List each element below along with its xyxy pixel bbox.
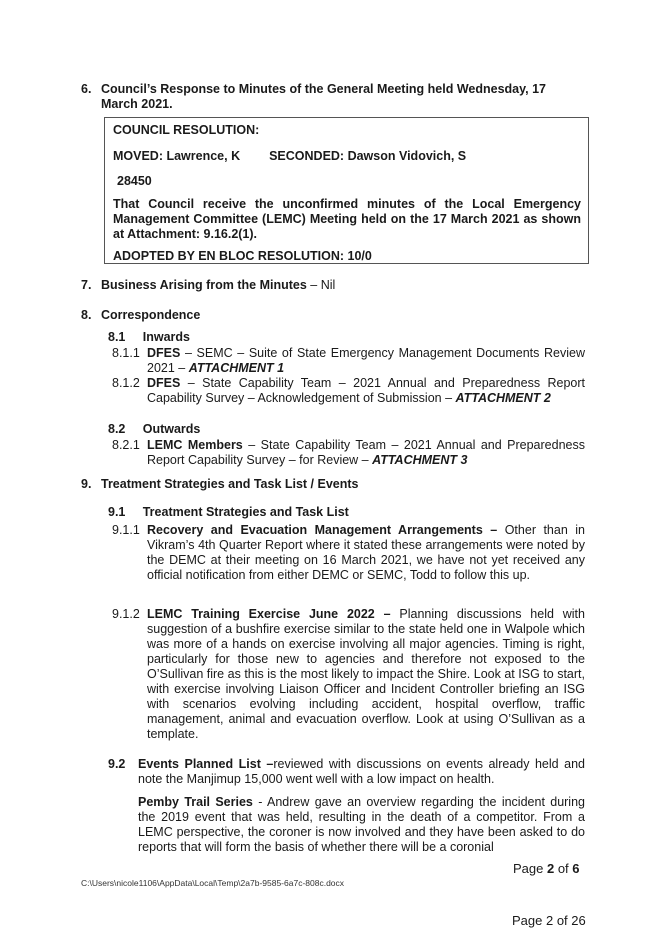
item-7-heading-line [101, 278, 335, 293]
council-resolution-box [104, 117, 589, 264]
item-9-heading: Treatment Strategies and Task List / Events [101, 477, 359, 491]
item-8-2-1-text: LEMC Members – State Capability Team – 2021 Annual and Preparedness Report Capability Survey – for Review – ATTACHMENT 3 [147, 438, 585, 467]
item-8-heading: Correspondence [101, 308, 201, 322]
item-9-number: 9. [81, 477, 92, 491]
item-7-heading: Business Arising from the Minutes [101, 278, 307, 292]
resolution-title: COUNCIL RESOLUTION: [113, 123, 260, 137]
attachment-2-label: ATTACHMENT 2 [455, 391, 551, 405]
page-number-inner: Page 2 of 6 [513, 861, 580, 876]
item-8-number: 8. [81, 308, 92, 322]
item-9-1-1-text: Recovery and Evacuation Management Arrangements – Other than in Vikram’s 4th Quarter Report where it stated these arrangements were noted by the DEMC at their meeting on 16 March 2021, we have not yet received any official notification from either DEMC or SEMC, Todd to follow this up. [147, 523, 585, 582]
item-8-1-1-text: DFES – SEMC – Suite of State Emergency Management Documents Review 2021 – ATTACHMENT 1 [147, 346, 585, 375]
attachment-3-label: ATTACHMENT 3 [372, 453, 468, 467]
item-9-2-text: Events Planned List –reviewed with discussions on events already held and note the Manjimup 15,000 went well with a low impact on health. [138, 757, 585, 786]
resolution-text: That Council receive the unconfirmed minutes of the Local Emergency Management Committee (LEMC) Meeting held on the 17 March 2021 as shown at Attachment: 9.16.2(1). [113, 197, 581, 241]
resolution-moved-seconded [113, 149, 581, 164]
item-7-rest: – Nil [306, 278, 336, 292]
pemby-trail-paragraph: Pemby Trail Series - Andrew gave an overview regarding the incident during the 2019 event that was held, resulting in the death of a competitor. From a LEMC perspective, the coroner is now involved and they have been asked to do reports that will form the basis of whether there will be a coronial [138, 795, 585, 854]
item-9-1-1-number: 9.1.1 [112, 523, 140, 537]
outwards-heading: 8.2 Outwards [108, 422, 201, 436]
item-7-number: 7. [81, 278, 92, 292]
item-6-number: 6. [81, 82, 92, 96]
resolution-seconded: SECONDED: Dawson Vidovich, S [269, 149, 467, 163]
item-9-2-number: 9.2 [108, 757, 126, 771]
item-6-heading: Council’s Response to Minutes of the General Meeting held Wednesday, 17 March 2021. [101, 82, 546, 111]
resolution-moved: MOVED: Lawrence, K [113, 149, 241, 163]
item-9-1-2-number: 9.1.2 [112, 607, 140, 621]
attachment-1-label: ATTACHMENT 1 [188, 361, 285, 375]
document-path: C:\Users\nicole1106\AppData\Local\Temp\2a7b-9585-6a7c-808c.docx [81, 878, 345, 888]
resolution-adopted: ADOPTED BY EN BLOC RESOLUTION: 10/0 [113, 249, 372, 263]
item-8-1-2-text: DFES – State Capability Team – 2021 Annual and Preparedness Report Capability Survey – Acknowledgement of Submission – ATTACHMENT 2 [147, 376, 585, 405]
item-8-2-1-number: 8.2.1 [112, 438, 140, 452]
item-8-1-2-number: 8.1.2 [112, 376, 140, 390]
item-9-1-2-text: LEMC Training Exercise June 2022 – Planning discussions held with suggestion of a bushfire exercise similar to the state held one in Walpole which was more of a hands on exercise involving all major agencies. Timing is right, particularly for those new to agencies and therefore not exposed to the O’Sullivan fire as this is the most likely to impact the Shire. Look at ISG to start, with exercise involving Liaison Officer and Incident Controller briefing an ISG with scenarios evolving including accident, hospital overflow, traffic management, animal and evacuation overflow. Look at using O’Sullivan as a template. [147, 607, 585, 741]
item-8-1-1-number: 8.1.1 [112, 346, 140, 360]
page-number-outer: Page 2 of 26 [512, 913, 586, 928]
treatment-strategies-heading: 9.1 Treatment Strategies and Task List [108, 505, 349, 519]
resolution-number: 28450 [117, 174, 152, 188]
inwards-heading: 8.1 Inwards [108, 330, 190, 344]
